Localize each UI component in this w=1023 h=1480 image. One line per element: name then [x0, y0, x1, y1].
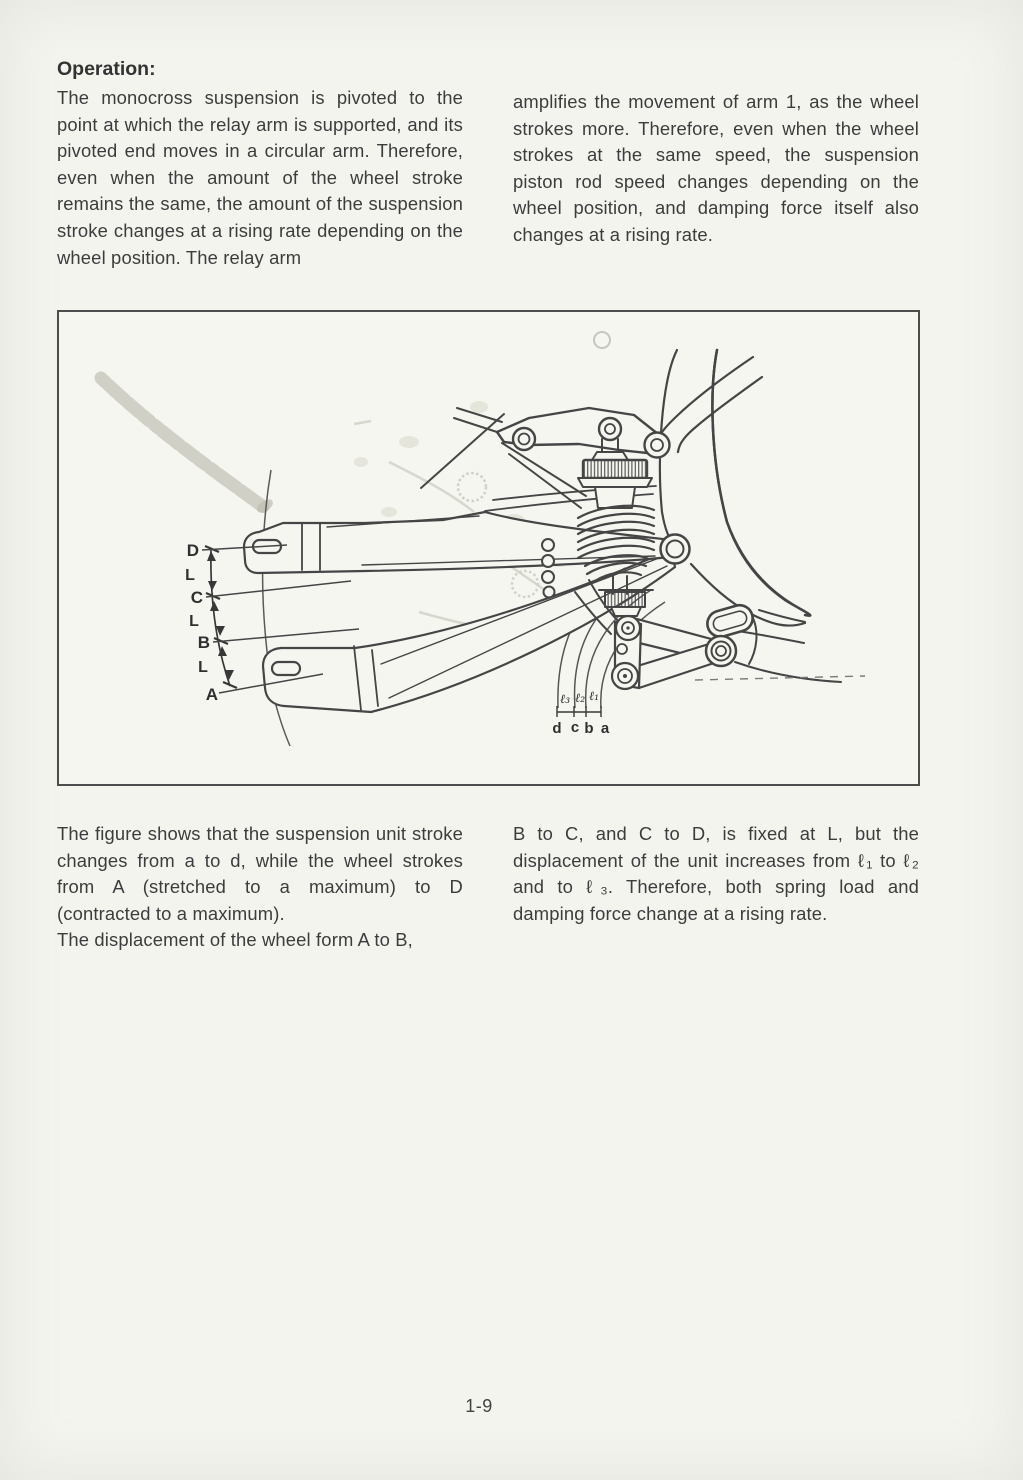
label-wheel-D: D: [186, 541, 199, 560]
label-interval-L2: L: [189, 613, 199, 630]
label-interval-L3: L: [198, 659, 208, 676]
operation-section: [57, 58, 919, 271]
operation-heading: Operation:: [57, 58, 156, 80]
swing-arm-pivot: [661, 535, 690, 564]
explanation-paragraph-2: The displacement of the wheel form A to B,: [57, 929, 413, 951]
label-wheel-C: C: [190, 588, 203, 607]
operation-paragraph-left: The monocross suspension is pivoted to the point at which the relay arm is supported, and its pivoted end moves in a circular arm. Therefore, even when the amount of the wheel stroke remains the same, the amount of the suspension stroke changes at a rising rate depending on the wheel position. The relay arm: [57, 87, 463, 268]
suspension-figure: [57, 310, 920, 786]
shock-top-bracket: [497, 408, 670, 508]
explanation-paragraph-1: The figure shows that the suspension unit stroke changes from a to d, while the wheel strokes from A (stretched to a maximum) to D (contracted to a maximum).: [57, 823, 463, 924]
label-unit-l2: ℓ₂: [574, 690, 586, 705]
label-unit-a: a: [600, 720, 610, 737]
chain-line-dots: [542, 539, 555, 598]
label-unit-l1: ℓ₁: [588, 688, 600, 703]
label-unit-l3: ℓ₃: [559, 691, 571, 706]
operation-paragraph-right: amplifies the movement of arm 1, as the wheel strokes more. Therefore, even when the wheel strokes at the same speed, the suspension piston rod speed changes depending on the wheel position, and damping force itself also changes at a rising rate.: [513, 91, 919, 245]
label-interval-L1: L: [185, 567, 195, 584]
reference-dashed-line: [695, 676, 865, 680]
suspension-diagram: [59, 312, 918, 784]
explanation-paragraph-3: B to C, and C to D, is fixed at L, but the displacement of the unit increases from ℓ₁ to ℓ₂ and to ℓ₃. Therefore, both spring load and damping force change at a rising rate.: [513, 823, 919, 924]
label-wheel-B: B: [197, 633, 210, 652]
operation-col-right: [513, 58, 919, 271]
label-unit-b: b: [584, 720, 594, 737]
label-unit-c: c: [570, 719, 580, 736]
label-unit-d: d: [552, 720, 562, 737]
label-wheel-A: A: [205, 685, 218, 704]
explanation-col-right: [513, 821, 919, 954]
swing-arm-upper: [244, 512, 672, 573]
explanation-col-left: [57, 821, 463, 954]
page-number: 1-9: [465, 1396, 493, 1416]
ghost-artifacts: [101, 332, 610, 638]
operation-col-left: [57, 58, 463, 271]
explanation-section: [57, 821, 919, 954]
